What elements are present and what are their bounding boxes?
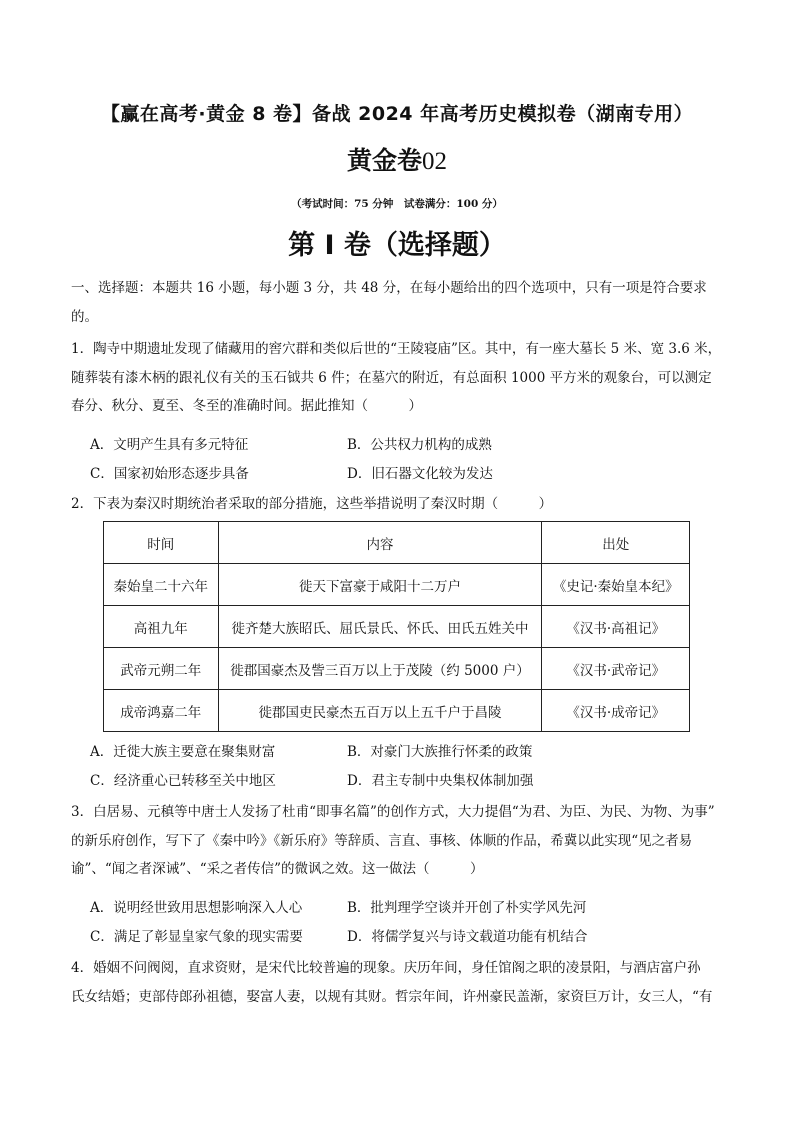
paper-title-prefix: 黄金卷 xyxy=(346,146,422,175)
measures-table xyxy=(103,521,690,732)
question-line: 春分、秋分、夏至、冬至的准确时间。据此推知（ ） xyxy=(71,398,422,414)
table-cell: 徙齐楚大族昭氏、屈氏景氏、怀氏、田氏五姓关中 xyxy=(218,606,542,648)
instructions xyxy=(71,274,731,331)
table-cell: 武帝元朔二年 xyxy=(104,648,219,690)
section-title: 第 I 卷（选择题） xyxy=(288,230,506,261)
option-d[interactable]: D．君主专制中央集权体制加强 xyxy=(347,773,534,789)
table-header-cell: 出处 xyxy=(542,522,690,564)
option-d[interactable]: D．旧石器文化较为发达 xyxy=(347,466,493,482)
table-cell: 徙郡国吏民豪杰五百万以上五千户于昌陵 xyxy=(218,690,542,732)
question-line: 1．陶寺中期遗址发现了储藏用的窖穴群和类似后世的“王陵寝庙”区。其中，有一座大墓长 5 米、宽 3.6 米， xyxy=(71,341,722,357)
question-4-stem xyxy=(71,954,731,1011)
option-a[interactable]: A．文明产生具有多元特征 xyxy=(90,437,249,453)
table-row xyxy=(104,690,690,732)
question-1-stem xyxy=(71,335,731,421)
option-a[interactable]: A．迁徙大族主要意在聚集财富 xyxy=(90,744,276,760)
question-line: 3．白居易、元稹等中唐士人发扬了杜甫“即事名篇”的创作方式，大力提倡“为君、为臣、为民、为物、为事” xyxy=(71,804,715,820)
table-cell: 秦始皇二十六年 xyxy=(104,564,219,606)
question-line: 的新乐府创作，写下了《秦中吟》《新乐府》等辞质、言直、事核、体顺的作品，希冀以此实现“见之者易 xyxy=(71,832,693,849)
table-cell: 高祖九年 xyxy=(104,606,219,648)
table-cell: 《汉书·成帝记》 xyxy=(542,690,690,732)
option-c[interactable]: C．满足了彰显皇家气象的现实需要 xyxy=(90,929,303,945)
option-a[interactable]: A．说明经世致用思想影响深入人心 xyxy=(90,900,303,916)
table-row xyxy=(104,606,690,648)
paper-title-number: 02 xyxy=(422,148,447,175)
table-row xyxy=(104,648,690,690)
table-header-cell: 时间 xyxy=(104,522,219,564)
table-cell: 成帝鸿嘉二年 xyxy=(104,690,219,732)
table-cell: 《史记·秦始皇本纪》 xyxy=(542,564,690,606)
table-header-cell: 内容 xyxy=(218,522,542,564)
table-cell: 《汉书·高祖记》 xyxy=(542,606,690,648)
option-c[interactable]: C．经济重心已转移至关中地区 xyxy=(90,773,276,789)
table-header-row xyxy=(104,522,690,564)
table-row xyxy=(104,564,690,606)
table-cell: 徙郡国豪杰及訾三百万以上于茂陵（约 5000 户） xyxy=(218,648,542,690)
question-2-stem xyxy=(71,490,731,519)
series-title: 【赢在高考·黄金 8 卷】备战 2024 年高考历史模拟卷（湖南专用） xyxy=(100,103,694,125)
question-line: 随葬装有漆木柄的跟礼仪有关的玉石钺共 6 件；在墓穴的附近，有总面积 1000 平方米的观象台，可以测定 xyxy=(71,369,712,386)
exam-info: （考试时间：75 分钟 试卷满分：100 分） xyxy=(291,198,503,210)
question-3-stem xyxy=(71,798,731,884)
option-b[interactable]: B．批判理学空谈并开创了朴实学风先河 xyxy=(347,900,587,916)
instructions-line: 的。 xyxy=(71,308,98,325)
instructions-line: 一、选择题：本题共 16 小题，每小题 3 分，共 48 分，在每小题给出的四个选项中，只有一项是符合要求 xyxy=(71,280,707,296)
option-d[interactable]: D．将儒学复兴与诗文载道功能有机结合 xyxy=(347,929,588,945)
question-line: 2．下表为秦汉时期统治者采取的部分措施，这些举措说明了秦汉时期（ ） xyxy=(71,496,553,512)
option-b[interactable]: B．公共权力机构的成熟 xyxy=(347,437,492,453)
question-line: 谕”、“闻之者深诫”、“采之者传信”的微讽之效。这一做法（ ） xyxy=(71,861,484,877)
paper-title xyxy=(0,141,794,177)
option-c[interactable]: C．国家初始形态逐步具备 xyxy=(90,466,249,482)
table-cell: 《汉书·武帝记》 xyxy=(542,648,690,690)
option-b[interactable]: B．对豪门大族推行怀柔的政策 xyxy=(347,744,533,760)
question-line: 氏女结婚；吏部侍郎孙祖德，娶富人妻，以规有其财。哲宗年间，许州豪民盖渐，家资巨万计，女三人，“有 xyxy=(71,988,713,1005)
table-cell: 徙天下富豪于咸阳十二万户 xyxy=(218,564,542,606)
question-line: 4．婚姻不问阀阅，直求资财，是宋代比较普遍的现象。庆历年间，身任馆阁之职的凌景阳，与酒店富户孙 xyxy=(71,960,701,976)
